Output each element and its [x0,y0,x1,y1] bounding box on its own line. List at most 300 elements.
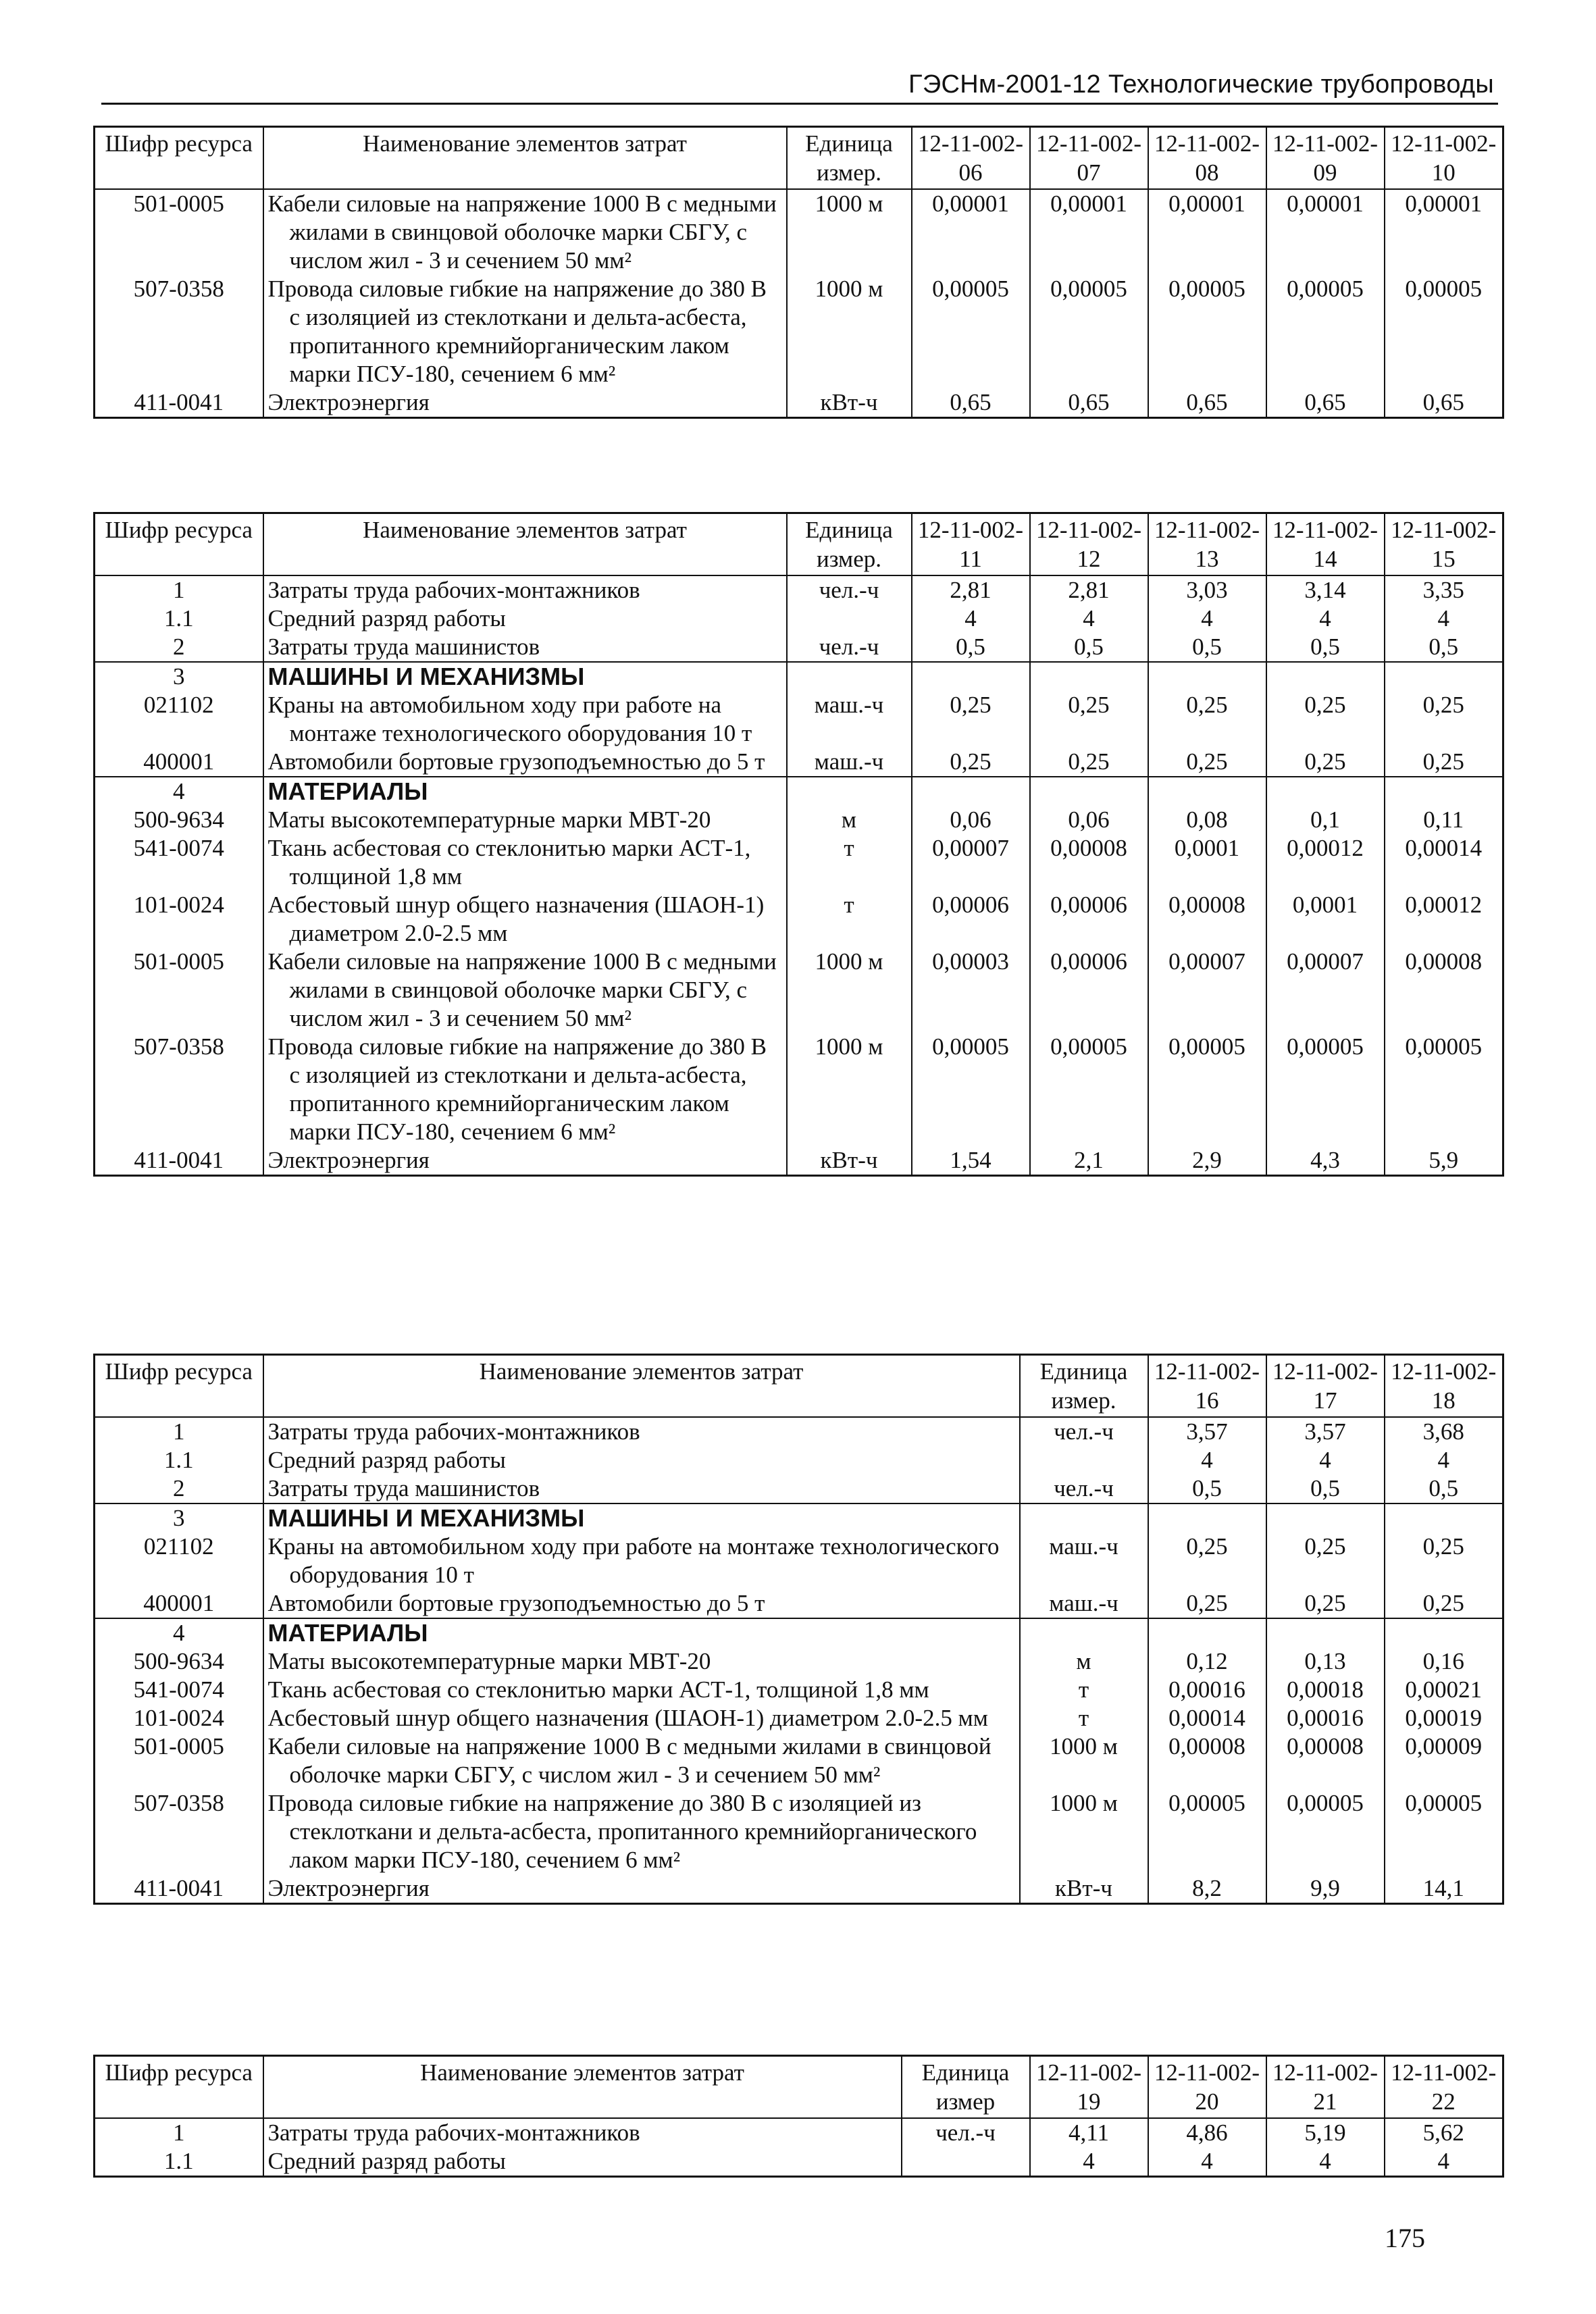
cost-element-name [263,691,787,748]
norm-value: 0,00005 [1385,275,1503,388]
norm-value: 4 [1385,605,1503,633]
cost-element-text: Автомобили бортовые грузоподъемностью до 5 т [267,1590,765,1616]
norm-value: 0,25 [1385,1533,1503,1589]
table-row [95,1589,1503,1618]
cost-element-name [263,1533,1020,1589]
norm-value: 0,00014 [1385,834,1503,891]
norm-value: 14,1 [1385,1874,1503,1904]
cost-element-text: Затраты труда рабочих-монтажников [267,2119,640,2146]
norm-value [912,662,1030,691]
table-row [95,834,1503,891]
norm-value: 3,35 [1385,575,1503,605]
cost-table-1 [93,126,1504,419]
norm-value: 4 [1385,1446,1503,1474]
norm-value [1385,777,1503,806]
header-norm-code: 12-11-002-22 [1385,2056,1503,2119]
header-norm-code: 12-11-002-06 [912,127,1030,190]
norm-value: 0,00016 [1266,1704,1385,1732]
table-header [95,2056,1503,2119]
unit-of-measure: кВт-ч [1020,1874,1148,1904]
cost-element-name [263,605,787,633]
unit-of-measure: кВт-ч [787,388,912,418]
norm-value: 0,25 [912,691,1030,748]
norm-value [1385,662,1503,691]
norm-value: 0,08 [1148,806,1266,834]
header-name: Наименование элементов затрат [263,127,787,190]
norm-value: 4 [1148,605,1266,633]
norm-value: 0,25 [1266,748,1385,777]
cost-element-name [263,1874,1020,1904]
cost-element-name [263,891,787,948]
table-row [95,605,1503,633]
header-norm-code: 12-11-002-07 [1030,127,1148,190]
norm-value: 4,3 [1266,1146,1385,1176]
norm-value: 0,25 [1266,691,1385,748]
resource-code: 400001 [95,1589,263,1618]
norm-value: 1,54 [912,1146,1030,1176]
norm-value: 0,1 [1266,806,1385,834]
norm-value: 0,0001 [1266,891,1385,948]
resource-code: 101-0024 [95,1704,263,1732]
norm-value: 0,00012 [1266,834,1385,891]
cost-element-text: Асбестовый шнур общего назначения (ШАОН-1) диаметром 2.0-2.5 мм [267,1705,988,1731]
resource-code: 411-0041 [95,1146,263,1176]
norm-value: 0,5 [1385,1474,1503,1503]
cost-element-name [263,1618,1020,1647]
norm-value: 0,25 [1030,748,1148,777]
norm-value: 0,00005 [912,1033,1030,1146]
norm-value: 0,00008 [1148,1732,1266,1789]
norm-value [1385,1618,1503,1647]
cost-element-name [263,2118,902,2147]
unit-of-measure [787,605,912,633]
norm-value: 0,06 [1030,806,1148,834]
norm-value: 4 [1030,605,1148,633]
norm-value: 0,00006 [912,891,1030,948]
norm-value: 0,00007 [1148,948,1266,1033]
resource-code: 4 [95,1618,263,1647]
unit-of-measure: маш.-ч [1020,1533,1148,1589]
unit-of-measure [902,2147,1030,2177]
cost-element-text: Средний разряд работы [267,2148,506,2174]
cost-element-text: Автомобили бортовые грузоподъемностью до 5 т [267,748,765,775]
norm-value: 0,00007 [912,834,1030,891]
norm-value [1385,1503,1503,1533]
cost-element-text: Затраты труда машинистов [267,634,540,660]
norm-value [1266,1503,1385,1533]
table-row [95,1503,1503,1533]
norm-value: 0,25 [1266,1533,1385,1589]
table-row [95,388,1503,418]
norm-value: 0,0001 [1148,834,1266,891]
norm-value [1266,777,1385,806]
cost-element-text: Провода силовые гибкие на напряжение до 380 В с изоляцией из стеклоткани и дельта-асбеста, пропитанного кремнийорганическим лаком марки ПСУ-180, сечением 6 мм² [267,1033,767,1145]
norm-value: 0,16 [1385,1647,1503,1676]
cost-element-name [263,1676,1020,1704]
norm-value: 0,00005 [1148,1789,1266,1874]
norm-value: 4 [1030,2147,1148,2177]
norm-value: 3,57 [1266,1417,1385,1446]
unit-of-measure [1020,1618,1148,1647]
norm-value [1148,1503,1266,1533]
norm-value [1148,1618,1266,1647]
norm-value: 0,00005 [1148,1033,1266,1146]
cost-element-name [263,189,787,275]
cost-element-text: МАШИНЫ И МЕХАНИЗМЫ [267,1504,585,1532]
norm-value: 0,00009 [1385,1732,1503,1789]
unit-of-measure: 1000 м [787,189,912,275]
cost-element-name [263,948,787,1033]
norm-value: 0,00003 [912,948,1030,1033]
table-row [95,1417,1503,1446]
table-row [95,575,1503,605]
header-name: Наименование элементов затрат [263,513,787,576]
norm-value: 5,9 [1385,1146,1503,1176]
norm-value: 0,00006 [1030,948,1148,1033]
norm-value: 0,65 [1030,388,1148,418]
norm-value: 3,14 [1266,575,1385,605]
unit-of-measure: 1000 м [787,275,912,388]
norm-value: 2,9 [1148,1146,1266,1176]
page-header [101,68,1498,105]
norm-value: 4 [1266,605,1385,633]
unit-of-measure: 1000 м [787,1033,912,1146]
header-unit: Единица измер [902,2056,1030,2119]
norm-value: 0,00007 [1266,948,1385,1033]
header-norm-code: 12-11-002-20 [1148,2056,1266,2119]
table-row [95,1533,1503,1589]
table-row [95,1676,1503,1704]
table-row [95,1704,1503,1732]
cost-element-text: МАШИНЫ И МЕХАНИЗМЫ [267,663,585,690]
resource-code: 2 [95,633,263,662]
norm-value: 0,65 [912,388,1030,418]
resource-code: 541-0074 [95,834,263,891]
cost-element-name [263,806,787,834]
resource-code: 1 [95,1417,263,1446]
unit-of-measure: чел.-ч [787,575,912,605]
cost-element-name [263,2147,902,2177]
cost-element-name [263,748,787,777]
header-norm-code: 12-11-002-17 [1266,1355,1385,1418]
resource-code: 1 [95,575,263,605]
resource-code: 411-0041 [95,388,263,418]
norm-value: 0,00016 [1148,1676,1266,1704]
header-norm-code: 12-11-002-19 [1030,2056,1148,2119]
cost-element-name [263,1589,1020,1618]
cost-element-text: Маты высокотемпературные марки МВТ-20 [267,1648,711,1674]
norm-value: 0,5 [1266,633,1385,662]
norm-value: 0,00008 [1385,948,1503,1033]
cost-element-text: Краны на автомобильном ходу при работе на монтаже технологического оборудования 10 т [267,692,752,746]
norm-value: 0,00001 [1030,189,1148,275]
table-row [95,1647,1503,1676]
cost-element-text: Ткань асбестовая со стеклонитью марки АСТ-1, толщиной 1,8 мм [267,1676,929,1703]
header-norm-code: 12-11-002-11 [912,513,1030,576]
unit-of-measure [787,777,912,806]
norm-value: 0,25 [1148,691,1266,748]
resource-code: 507-0358 [95,275,263,388]
norm-value [912,777,1030,806]
norm-value: 0,13 [1266,1647,1385,1676]
table-row [95,691,1503,748]
norm-value: 0,00005 [1385,1033,1503,1146]
unit-of-measure: т [787,834,912,891]
table-row [95,777,1503,806]
unit-of-measure: м [787,806,912,834]
resource-code: 500-9634 [95,1647,263,1676]
table-row [95,1732,1503,1789]
norm-value: 0,00005 [1385,1789,1503,1874]
unit-of-measure: 1000 м [787,948,912,1033]
norm-value [1266,662,1385,691]
norm-value: 4 [1266,2147,1385,2177]
norm-value: 0,00005 [1266,275,1385,388]
norm-value: 2,81 [912,575,1030,605]
cost-element-name [263,1704,1020,1732]
norm-value: 4,11 [1030,2118,1148,2147]
unit-of-measure [1020,1446,1148,1474]
resource-code: 2 [95,1474,263,1503]
resource-code: 411-0041 [95,1874,263,1904]
header-title: ГЭСНм-2001-12 Технологические трубопроводы [908,70,1494,99]
norm-value: 0,25 [1148,1533,1266,1589]
cost-element-name [263,1446,1020,1474]
norm-value: 2,1 [1030,1146,1148,1176]
resource-code: 101-0024 [95,891,263,948]
cost-element-text: Ткань асбестовая со стеклонитью марки АСТ-1, толщиной 1,8 мм [267,835,751,890]
norm-value: 0,25 [1385,1589,1503,1618]
cost-element-text: Провода силовые гибкие на напряжение до 380 В с изоляцией из стеклоткани и дельта-асбеста, пропитанного кремнийорганическим лаком марки ПСУ-180, сечением 6 мм² [267,276,767,387]
cost-element-text: Кабели силовые на напряжение 1000 В с медными жилами в свинцовой оболочке марки СБГУ, с числом жил - 3 и сечением 50 мм² [267,948,777,1031]
resource-code: 500-9634 [95,806,263,834]
resource-code: 021102 [95,691,263,748]
cost-element-name [263,1732,1020,1789]
cost-element-text: МАТЕРИАЛЫ [267,1619,428,1647]
cost-element-text: Электроэнергия [267,1147,430,1173]
norm-value: 0,25 [1385,748,1503,777]
cost-element-text: Затраты труда рабочих-монтажников [267,577,640,603]
norm-value: 3,57 [1148,1417,1266,1446]
norm-value: 0,00008 [1148,891,1266,948]
norm-value: 3,68 [1385,1417,1503,1446]
unit-of-measure: чел.-ч [787,633,912,662]
unit-of-measure: м [1020,1647,1148,1676]
norm-value: 0,25 [1266,1589,1385,1618]
norm-value: 0,00005 [912,275,1030,388]
norm-value: 0,00005 [1030,1033,1148,1146]
table-row [95,1874,1503,1904]
cost-element-name [263,275,787,388]
unit-of-measure: маш.-ч [787,748,912,777]
norm-value: 0,00008 [1030,834,1148,891]
table-row [95,1146,1503,1176]
header-unit: Единица измер. [787,513,912,576]
norm-value: 0,65 [1148,388,1266,418]
norm-value: 0,11 [1385,806,1503,834]
resource-code: 507-0358 [95,1033,263,1146]
norm-value: 4 [1266,1446,1385,1474]
cost-element-text: Средний разряд работы [267,605,506,632]
cost-element-text: Маты высокотемпературные марки МВТ-20 [267,806,711,833]
table-row [95,806,1503,834]
norm-value: 0,5 [1148,1474,1266,1503]
table-row [95,891,1503,948]
norm-value: 0,65 [1266,388,1385,418]
resource-code: 501-0005 [95,948,263,1033]
table-row [95,1474,1503,1503]
norm-value: 0,00021 [1385,1676,1503,1704]
unit-of-measure: т [1020,1704,1148,1732]
unit-of-measure: 1000 м [1020,1732,1148,1789]
unit-of-measure: т [1020,1676,1148,1704]
header-name: Наименование элементов затрат [263,1355,1020,1418]
cost-element-name [263,662,787,691]
cost-element-text: Кабели силовые на напряжение 1000 В с медными жилами в свинцовой оболочке марки СБГУ, с числом жил - 3 и сечением 50 мм² [267,1733,992,1788]
header-name: Наименование элементов затрат [263,2056,902,2119]
norm-value: 5,62 [1385,2118,1503,2147]
cost-element-text: Электроэнергия [267,389,430,415]
table-row [95,1618,1503,1647]
norm-value: 4 [912,605,1030,633]
unit-of-measure: т [787,891,912,948]
header-norm-code: 12-11-002-10 [1385,127,1503,190]
header-norm-code: 12-11-002-16 [1148,1355,1266,1418]
norm-value: 0,00006 [1030,891,1148,948]
norm-value [1266,1618,1385,1647]
header-unit: Единица измер. [1020,1355,1148,1418]
header-code: Шифр ресурса [95,1355,263,1418]
cost-element-name [263,1417,1020,1446]
cost-element-text: Средний разряд работы [267,1447,506,1473]
unit-of-measure: чел.-ч [1020,1417,1148,1446]
table-row [95,2118,1503,2147]
resource-code: 3 [95,1503,263,1533]
cost-element-text: Провода силовые гибкие на напряжение до 380 В с изоляцией из стеклоткани и дельта-асбеста, пропитанного кремнийорганического лаком марки ПСУ-180, сечением 6 мм² [267,1790,977,1873]
norm-value: 0,00019 [1385,1704,1503,1732]
cost-element-name [263,633,787,662]
unit-of-measure: 1000 м [1020,1789,1148,1874]
norm-value [1030,662,1148,691]
norm-value: 0,00005 [1266,1033,1385,1146]
resource-code: 1.1 [95,605,263,633]
norm-value: 0,06 [912,806,1030,834]
cost-table-3 [93,1354,1504,1905]
cost-element-text: Кабели силовые на напряжение 1000 В с медными жилами в свинцовой оболочке марки СБГУ, с числом жил - 3 и сечением 50 мм² [267,190,777,274]
table-row [95,2147,1503,2177]
norm-value: 0,25 [1385,691,1503,748]
table-header [95,1355,1503,1418]
norm-value: 0,65 [1385,388,1503,418]
table-row [95,748,1503,777]
header-norm-code: 12-11-002-15 [1385,513,1503,576]
unit-of-measure: маш.-ч [1020,1589,1148,1618]
unit-of-measure: маш.-ч [787,691,912,748]
norm-value: 0,00001 [1266,189,1385,275]
table-row [95,662,1503,691]
header-norm-code: 12-11-002-09 [1266,127,1385,190]
resource-code: 400001 [95,748,263,777]
norm-value: 5,19 [1266,2118,1385,2147]
unit-of-measure: чел.-ч [902,2118,1030,2147]
header-norm-code: 12-11-002-08 [1148,127,1266,190]
norm-value: 0,00005 [1030,275,1148,388]
norm-value: 4 [1148,1446,1266,1474]
cost-table-4 [93,2055,1504,2178]
header-norm-code: 12-11-002-13 [1148,513,1266,576]
resource-code: 541-0074 [95,1676,263,1704]
table-header [95,127,1503,190]
header-norm-code: 12-11-002-12 [1030,513,1148,576]
cost-element-text: Затраты труда рабочих-монтажников [267,1418,640,1445]
header-norm-code: 12-11-002-21 [1266,2056,1385,2119]
norm-value: 0,25 [1030,691,1148,748]
norm-value: 8,2 [1148,1874,1266,1904]
resource-code: 1.1 [95,2147,263,2177]
header-unit: Единица измер. [787,127,912,190]
norm-value: 0,5 [1030,633,1148,662]
cost-element-name [263,388,787,418]
cost-table-2 [93,512,1504,1177]
unit-of-measure [1020,1503,1148,1533]
norm-value: 0,00018 [1266,1676,1385,1704]
table-row [95,1789,1503,1874]
table-row [95,1033,1503,1146]
cost-element-text: МАТЕРИАЛЫ [267,777,428,805]
unit-of-measure: чел.-ч [1020,1474,1148,1503]
cost-element-name [263,1474,1020,1503]
norm-value: 4,86 [1148,2118,1266,2147]
resource-code: 3 [95,662,263,691]
norm-value: 0,00001 [912,189,1030,275]
resource-code: 1 [95,2118,263,2147]
resource-code: 507-0358 [95,1789,263,1874]
norm-value: 0,5 [1148,633,1266,662]
norm-value: 4 [1148,2147,1266,2177]
norm-value: 0,25 [1148,748,1266,777]
norm-value: 0,25 [912,748,1030,777]
header-code: Шифр ресурса [95,127,263,190]
cost-element-name [263,1503,1020,1533]
resource-code: 1.1 [95,1446,263,1474]
resource-code: 021102 [95,1533,263,1589]
norm-value: 0,00005 [1266,1789,1385,1874]
norm-value: 0,12 [1148,1647,1266,1676]
table-row [95,189,1503,275]
page-number: 175 [1385,2223,1425,2253]
resource-code: 4 [95,777,263,806]
norm-value: 0,25 [1148,1589,1266,1618]
unit-of-measure: кВт-ч [787,1146,912,1176]
table-header [95,513,1503,576]
header-norm-code: 12-11-002-18 [1385,1355,1503,1418]
norm-value: 0,5 [912,633,1030,662]
cost-element-name [263,777,787,806]
cost-element-name [263,1033,787,1146]
cost-element-name [263,575,787,605]
header-code: Шифр ресурса [95,2056,263,2119]
norm-value: 0,00014 [1148,1704,1266,1732]
unit-of-measure [787,662,912,691]
cost-element-name [263,834,787,891]
table-row [95,1446,1503,1474]
cost-element-text: Электроэнергия [267,1875,430,1901]
norm-value: 0,00001 [1385,189,1503,275]
header-norm-code: 12-11-002-14 [1266,513,1385,576]
norm-value: 0,5 [1385,633,1503,662]
norm-value: 3,03 [1148,575,1266,605]
norm-value: 0,5 [1266,1474,1385,1503]
